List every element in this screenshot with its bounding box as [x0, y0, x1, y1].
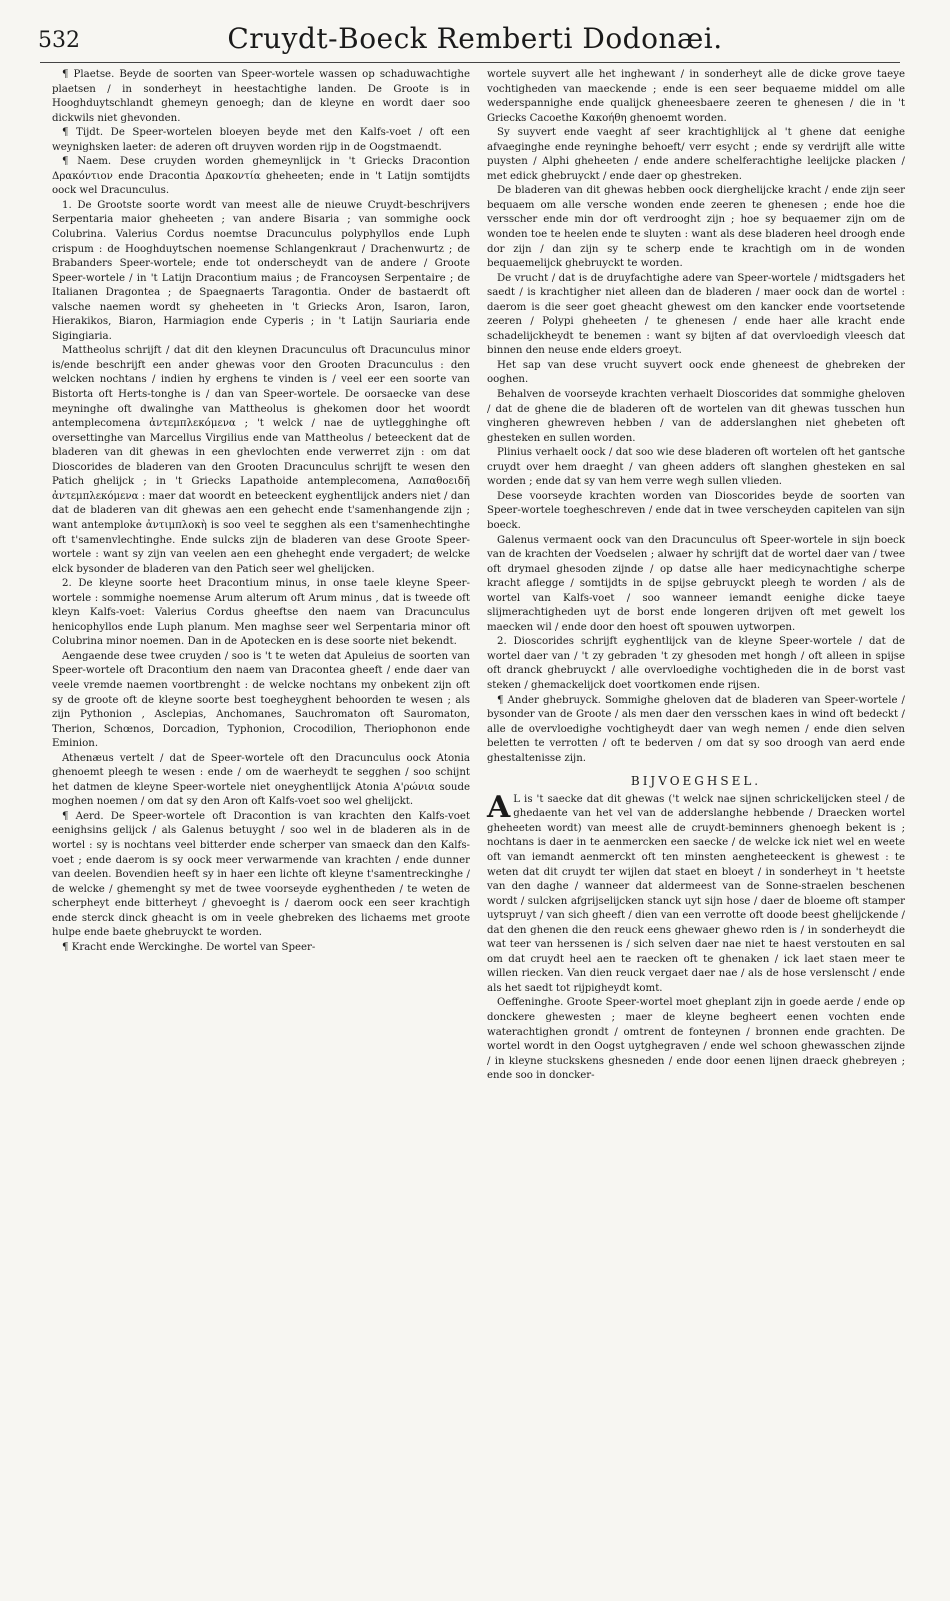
- paragraph-kleyne-speer: 2. Dioscorides schrijft eyghentlijck van de kleyne Speer-wortele / dat de wortel daer van / 't zy gebraden 't zy ghesoden met hongh / oft alleen in spijse oft dranck ghebruyckt / alle overvloedighe vochtigheden die in de borst vast steken / ghemackelijck doet voortkomen ende rijsen.: [487, 636, 905, 691]
- paragraph-plinius: Plinius verhaelt oock / dat soo wie dese bladeren oft wortelen oft het gantsche cruydt over hem draeght / van gheen adders oft slanghen ghesteken en sal worden ; ende dat sy van hem verre wegh sullen vlieden.: [487, 447, 905, 488]
- paragraph-kracht-start: ¶ Kracht ende Werckinghe. De wortel van Speer-: [62, 941, 316, 953]
- paragraph-vaeght-af: Sy suyvert ende vaeght af seer krachtighlijck al 't ghene dat eenighe afvaeginghe ende reyninghe behoeft/ verr esycht ; ende sy verdrijft alle witte puysten / Alphi gheheeten / ende andere schelferachtighe leelijcke placken / met edick ghebruyckt / ende daer op ghestreken.: [487, 127, 905, 182]
- paragraph-aerd: ¶ Aerd. De Speer-wortele oft Dracontion is van krachten den Kalfs-voet eenighsins gelijck / als Galenus betuyght / soo wel in de bladeren als in de wortel : sy is nochtans veel bitterder ende scherper van smaeck dan den Kalfs-voet ; ende daerom is sy oock meer verwarmende van krachten / ende dunner van deelen. Bovendien heeft sy in haer een lichte oft kleyne t'samentreckinghe / de welcke / ghemenght sy met de twee voorseyde eyghentheden / te weten de scherpheyt ende bitterheyt / ghevoeght is / daerom oock een seer krachtigh ende sterck dinck gheacht is om in veele ghebreken des lichaems met groote hulpe ende baete ghebruyckt te worden.: [52, 810, 470, 939]
- page-number: 532: [38, 28, 80, 53]
- paragraph-apuleius: Aengaende dese twee cruyden / soo is 't te weten dat Apuleius de soorten van Speer-wortele oft Dracontium den naem van Draconteа gheeft / ende daer van veele vremde naemen voortbrenght : de welcke nochtans my onbekent zijn oft sy de groote oft de kleyne soorte best toegheyghent behoorden te wesen ; als zijn Pythonion , Asclepias, Anchomanes, Sauchromaton oft Sauromaton, Therion, Schœnos, Dorcadion, Typhonion, Crocodilion, Theriophonon ende Eminion.: [52, 650, 470, 750]
- paragraph-athenaeus: Athenæus vertelt / dat de Speer-wortele oft den Dracunculus oock Atonia ghenoemt pleegh te wesen : ende / om de waerheydt te segghen / soo schijnt het datmen de kleyne Speer-wortele niet oneyghentlijck Atonia Α'ρώνια soude moghen noemen / om dat sy den Aron oft Kalfs-voet soo wel ghelijckt.: [52, 752, 470, 808]
- left-column: [52, 68, 470, 955]
- paragraph-kleyne-soorte: 2. De kleyne soorte heet Dracontium minus, in onse taele kleyne Speer-wortele : sommighe noemense Arum alterum oft Arum minus , dat is tweede oft kleyn Kalfs-voet: Valerius Cordus gheeftse den naem van Dracunculus henicophyllos ende Luph planum. Men maghse seer wel Serpentaria minor oft Colubrina minor noemen. Dan in de Apotecken en is dese soorte niet bekendt.: [52, 578, 470, 648]
- bijvoeghsel-paragraph-2: Oeffeninghe. Groote Speer-wortel moet gheplant zijn in goede aerde / ende op donckere ghewesten ; maer de kleyne begheert eenen vochten ende waterachtighen grondt / omtrent de fonteynen / bronnen ende grachten. De wortel wordt in den Oogst uytghegraven / ende wel schoon ghewasschen zijnde / in kleyne stuckskens ghesneden / ende door eenen lijnen draeck ghebreyen ; ende soo in doncker-: [487, 997, 905, 1082]
- paragraph-naem: ¶ Naem. Dese cruyden worden ghemeynlijck in 't Griecks Dracontion Δρακόντιον ende Dracontia Δρακοντία gheheeten; ende in 't Latijn somtijdts oock wel Dracunculus.: [52, 156, 470, 197]
- paragraph-plaetse: ¶ Plaetse. Beyde de soorten van Speer-wortele wassen op schaduwachtighe plaetsen / in sonderheyt in heestachtighe landen. De Groote is in Hooghduytschlandt ghemeyn genoegh; dan de kleyne en wordt daer soo dickwils niet ghevonden.: [52, 69, 470, 124]
- paragraph-voorseyde-krachten: Dese voorseyde krachten worden van Dioscorides beyde de soorten van Speer-wortele toegheschreven / ende dat in twee verscheyden capitelen van sijn boeck.: [487, 490, 905, 531]
- header-rule: [40, 62, 900, 63]
- bijvoeghsel-heading: BIJVOEGHSEL.: [630, 774, 762, 789]
- paragraph-sap: Het sap van dese vrucht suyvert oock ende gheneest de ghebreken der ooghen.: [487, 359, 905, 386]
- paragraph-bladeren: De bladeren van dit ghewas hebben oock dierghelijcke kracht / ende zijn seer bequaem om alle versche wonden ende zeeren te ghenesen ; ende hoe die versscher ende min dor oft verdrooght zijn ; hoe sy bequaemer zijn om de wonden toe te heelen ende te sluyten : want als dese bladeren heel droogh ende dor zijn / dan zijn sy te scherp ende te krachtigh om in de wonden bequaemelijck ghebruyckt te worden.: [487, 185, 905, 270]
- bijvoeghsel-text-1: L is 't saecke dat dit ghewas ('t welck nae sijnen schrickelijcken steel / de ghedaente van het vel van de adderslanghe hebbende / Draecken wortel gheheeten wordt) van meest alle de cruydt-beminners ghenoegh bekent is ; nochtans is daer in te aenmercken een saecke / de welcke ick niet wel en weete oft van iemandt aenmerckt oft ten minsten aengheteeckent is ghewest : te weten dat dit cruydt ter wijlen dat staet en bloeyt / in sonderheyt in 't heetste van den daghe / wanneer dat aldermeest van de Sonne-straelen beschenen wordt / sulcken afgrijselijcken stanck uyt sijn hose / daer de bloeme oft stamper uytspruyt / van sich gheeft / dien van een verrotte oft doode beest ghelijckende / dat den ghenen die den reuck eens ghewaer ghewo rden is / in sonderheydt die wat teer van herssenen is / sich selven daer nae niet te haest verstouten en sal om dat cruydt heel aen te raecken oft te ghenaken / ick laet staen meer te willen riecken. Van dien reuck vergaet daer nae / als de hose verslenscht / ende als het saedt tot rijpigheydt komt.: [487, 793, 905, 994]
- drop-cap: A: [487, 789, 511, 825]
- paragraph-dioscorides: Behalven de voorseyde krachten verhaelt Dioscorides dat sommighe gheloven / dat de ghene die de bladeren oft de wortelen van dit ghewas tusschen hun vingheren ghewreven hebben / van de adderslanghen niet ghebeten oft ghesteken en sullen worden.: [487, 389, 905, 444]
- paragraph-galenus: Galenus vermaent oock van den Dracunculus oft Speer-wortele in sijn boeck van de krachten der Voedselen ; alwaer hy schrijft dat de wortel daer van / twee oft drymael ghesoden zijnde / op datse alle haer medicynachtighe scherpe kracht aflegge / somtijdts in de spijse gebruyckt pleegh te worden / als de wortel van Kalfs-voet / soo wanneer iemandt eenighe dicke taeye slijmerachtigheden uyt de borst ende longeren drijven oft met gewelt los maecken wil / ende door den hoest oft spouwen uytworpen.: [487, 534, 905, 633]
- paragraph-ander-ghebruyck: ¶ Ander ghebruyck. Sommighe gheloven dat de bladeren van Speer-wortele / bysonder van de Groote / als men daer den versschen kaes in wind oft bedeckt / alle de overvloedighe vochtigheydt daer van wegh nemen / ende dien selven beletten te verrotten / oft te bederven / om dat sy soo droogh van aerd ende ghestaltenisse zijn.: [487, 694, 905, 764]
- paragraph-grootste-soorte: 1. De Grootste soorte wordt van meest alle de nieuwe Cruydt-beschrijvers Serpentaria maior gheheeten ; van andere Bisaria ; van sommighe oock Colubrina. Valerius Cordus noemtse Dracunculus polyphyllos ende Luph crispum : de Hooghduytschen noemense Schlangenkraut / Drachenwurtz ; de Brabanders Speer-wortele; ende tot onderscheydt van de andere / Groote Speer-wortele / in 't Latijn Dracontium maius ; de Francoysen Serpentaire ; de Italianen Dragontea ; de Spaegnaerts Taragontia. Onder de bastaerdt oft valsche naemen wordt sy gheheeten in 't Griecks Aron, Isaron, Iaron, Hierakikos, Biaron, Harmiagion ende Cyperis ; in 't Latijn Sauriaria ende Sigingiaria.: [52, 199, 470, 342]
- paragraph-tijdt: ¶ Tijdt. De Speer-wortelen bloeyen beyde met den Kalfs-voet / oft een weynighsken laeter: de aderen oft druyven worden rijp in de Oogstmaendt.: [52, 127, 470, 153]
- paragraph-mattheolus: Mattheolus schrijft / dat dit den kleynen Dracunculus oft Dracunculus minor is/ende beschrijft een ander ghewas voor den Grooten Dracunculus : den welcken nochtans / indien hy erghens te vinden is / veel eer een soorte van Bistorta oft Herts-tonghe is / dan van Speer-wortele. De oorsaecke van dese meyninghe oft dwalinghe van Mattheolus is ghekomen door het woordt antemplecomena ἀντεμπλεκόμενα ; 't welck / nae de uytlegghinghe oft oversettinghe van Marcellus Virgilius ende van Mattheolus / beteeckent dat de bladeren van dit ghewas in een ghevlochten ende verwerret zijn : om dat Dioscorides de bladeren van den Grooten Dracunculus schrijft te wesen den Patich ghelijck ; in 't Griecks Lapathoide antemplecomena, Λαπαθοειδῆ ἀντεμπλεκόμενα : maer dat woordt en beteeckent eyghentlijck anders niet / dan dat de bladeren van dit ghewas aen een gehecht ende t'samenhangende zijn ; want antemploke ἀντιμπλοκὴ is soo veel te segghen als een t'samenhechtinghe oft t'samenvlechtinghe. Ende sulcks zijn de bladeren van dese Groote Speer-wortele : want sy zijn van veelen aen een gheheght ende vergadert; de welcke elck bysonder de bladeren van den Patich seer wel ghelijcken.: [52, 345, 470, 575]
- running-title: Cruydt-Boeck Remberti Dodonæi.: [227, 22, 723, 55]
- bijvoeghsel-paragraph-1: [487, 789, 905, 997]
- paragraph-suyvert-inghewant: wortele suyvert alle het inghewant / in sonderheyt alle de dicke grove taeye vochtigheden van maeckende ; ende is een seer bequaeme middel om alle wederspannighe ende qualijck gheneesbaere zeeren te ghenesen / die in 't Griecks Cacoethe Κακοήθη ghenoemt worden.: [487, 69, 905, 124]
- paragraph-vrucht: De vrucht / dat is de druyfachtighe adere van Speer-wortele / midtsgaders het saedt / is krachtigher niet alleen dan de bladeren / maer oock dan de wortel : daerom is die seer goet gheacht ghewest om den kancker ende voortsetende zeeren / Polypi gheheeten / te ghenesen / ende haer alle kracht ende schadelijckheydt te benemen : want sy bijten af dat overvloedigh vleesch dat binnen den neuse ende elders groeyt.: [487, 272, 905, 357]
- right-column: [487, 68, 905, 1084]
